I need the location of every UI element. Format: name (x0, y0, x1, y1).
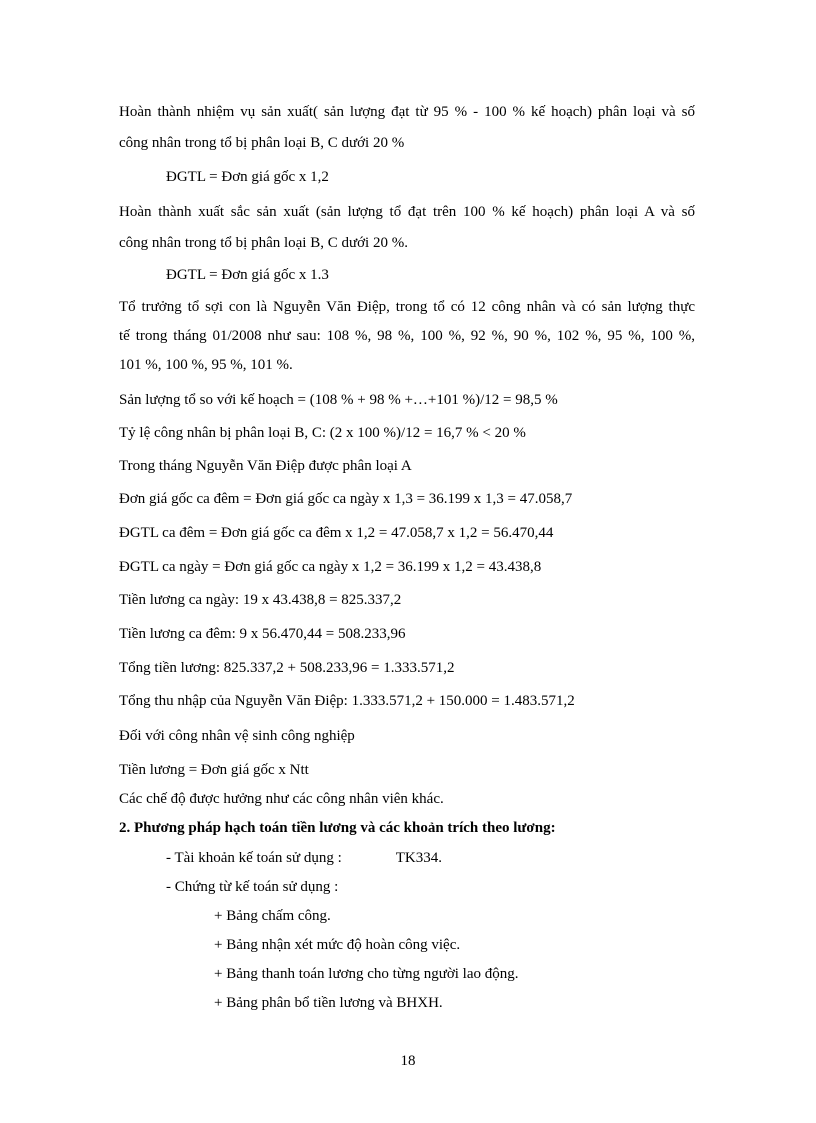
paragraph-line: Hoàn thành xuất sắc sản xuất (sản lượng tổ đạt trên 100 % kế hoạch) phân loại A và số (119, 204, 695, 220)
formula-line: ĐGTL = Đơn giá gốc x 1.3 (166, 267, 329, 283)
list-item-label: - Tài khoản kế toán sử dụng : (166, 850, 342, 866)
paragraph-line: Trong tháng Nguyễn Văn Điệp được phân loại A (119, 458, 412, 474)
paragraph-line: tế trong tháng 01/2008 như sau: 108 %, 98 %, 100 %, 92 %, 90 %, 102 %, 95 %, 100 %, (119, 328, 695, 344)
sub-list-item: + Bảng chấm công. (214, 908, 331, 924)
formula-line: ĐGTL = Đơn giá gốc x 1,2 (166, 169, 329, 185)
list-item: - Chứng từ kế toán sử dụng : (166, 879, 339, 895)
section-heading: 2. Phương pháp hạch toán tiền lương và các khoản trích theo lương: (119, 820, 556, 836)
paragraph-line: Tiền lương = Đơn giá gốc x Ntt (119, 762, 309, 778)
paragraph-line: 101 %, 100 %, 95 %, 101 %. (119, 357, 293, 373)
paragraph-line: Tổ trưởng tổ sợi con là Nguyễn Văn Điệp, trong tổ có 12 công nhân và có sản lượng thực (119, 299, 695, 315)
paragraph-line: Đối với công nhân vệ sinh công nghiệp (119, 728, 355, 744)
paragraph-line: ĐGTL ca ngày = Đơn giá gốc ca ngày x 1,2 = 36.199 x 1,2 = 43.438,8 (119, 559, 542, 575)
sub-list-item: + Bảng phân bổ tiền lương và BHXH. (214, 995, 443, 1011)
paragraph-line: Tiền lương ca đêm: 9 x 56.470,44 = 508.233,96 (119, 626, 406, 642)
paragraph-line: ĐGTL ca đêm = Đơn giá gốc ca đêm x 1,2 = 47.058,7 x 1,2 = 56.470,44 (119, 525, 554, 541)
paragraph-line: Sản lượng tổ so với kế hoạch = (108 % + 98 % +…+101 %)/12 = 98,5 % (119, 392, 558, 408)
sub-list-item: + Bảng nhận xét mức độ hoàn công việc. (214, 937, 461, 953)
page-number: 18 (400, 1053, 416, 1069)
paragraph-line: Đơn giá gốc ca đêm = Đơn giá gốc ca ngày x 1,3 = 36.199 x 1,3 = 47.058,7 (119, 491, 573, 507)
paragraph-line: công nhân trong tổ bị phân loại B, C dưới 20 % (119, 135, 405, 151)
paragraph-line: Tổng thu nhập của Nguyễn Văn Điệp: 1.333.571,2 + 150.000 = 1.483.571,2 (119, 693, 575, 709)
account-code: TK334. (395, 850, 442, 866)
paragraph-line: công nhân trong tổ bị phân loại B, C dưới 20 %. (119, 235, 408, 251)
list-item (166, 848, 442, 868)
paragraph-line: Tỷ lệ công nhân bị phân loại B, C: (2 x 100 %)/12 = 16,7 % < 20 % (119, 425, 526, 441)
paragraph-line: Tiền lương ca ngày: 19 x 43.438,8 = 825.337,2 (119, 592, 402, 608)
paragraph-line: Hoàn thành nhiệm vụ sản xuất( sản lượng đạt từ 95 % - 100 % kế hoạch) phân loại và số (119, 104, 695, 120)
sub-list-item: + Bảng thanh toán lương cho từng người lao động. (214, 966, 519, 982)
paragraph-line: Tổng tiền lương: 825.337,2 + 508.233,96 = 1.333.571,2 (119, 660, 455, 676)
paragraph-line: Các chế độ được hưởng như các công nhân viên khác. (119, 791, 444, 807)
